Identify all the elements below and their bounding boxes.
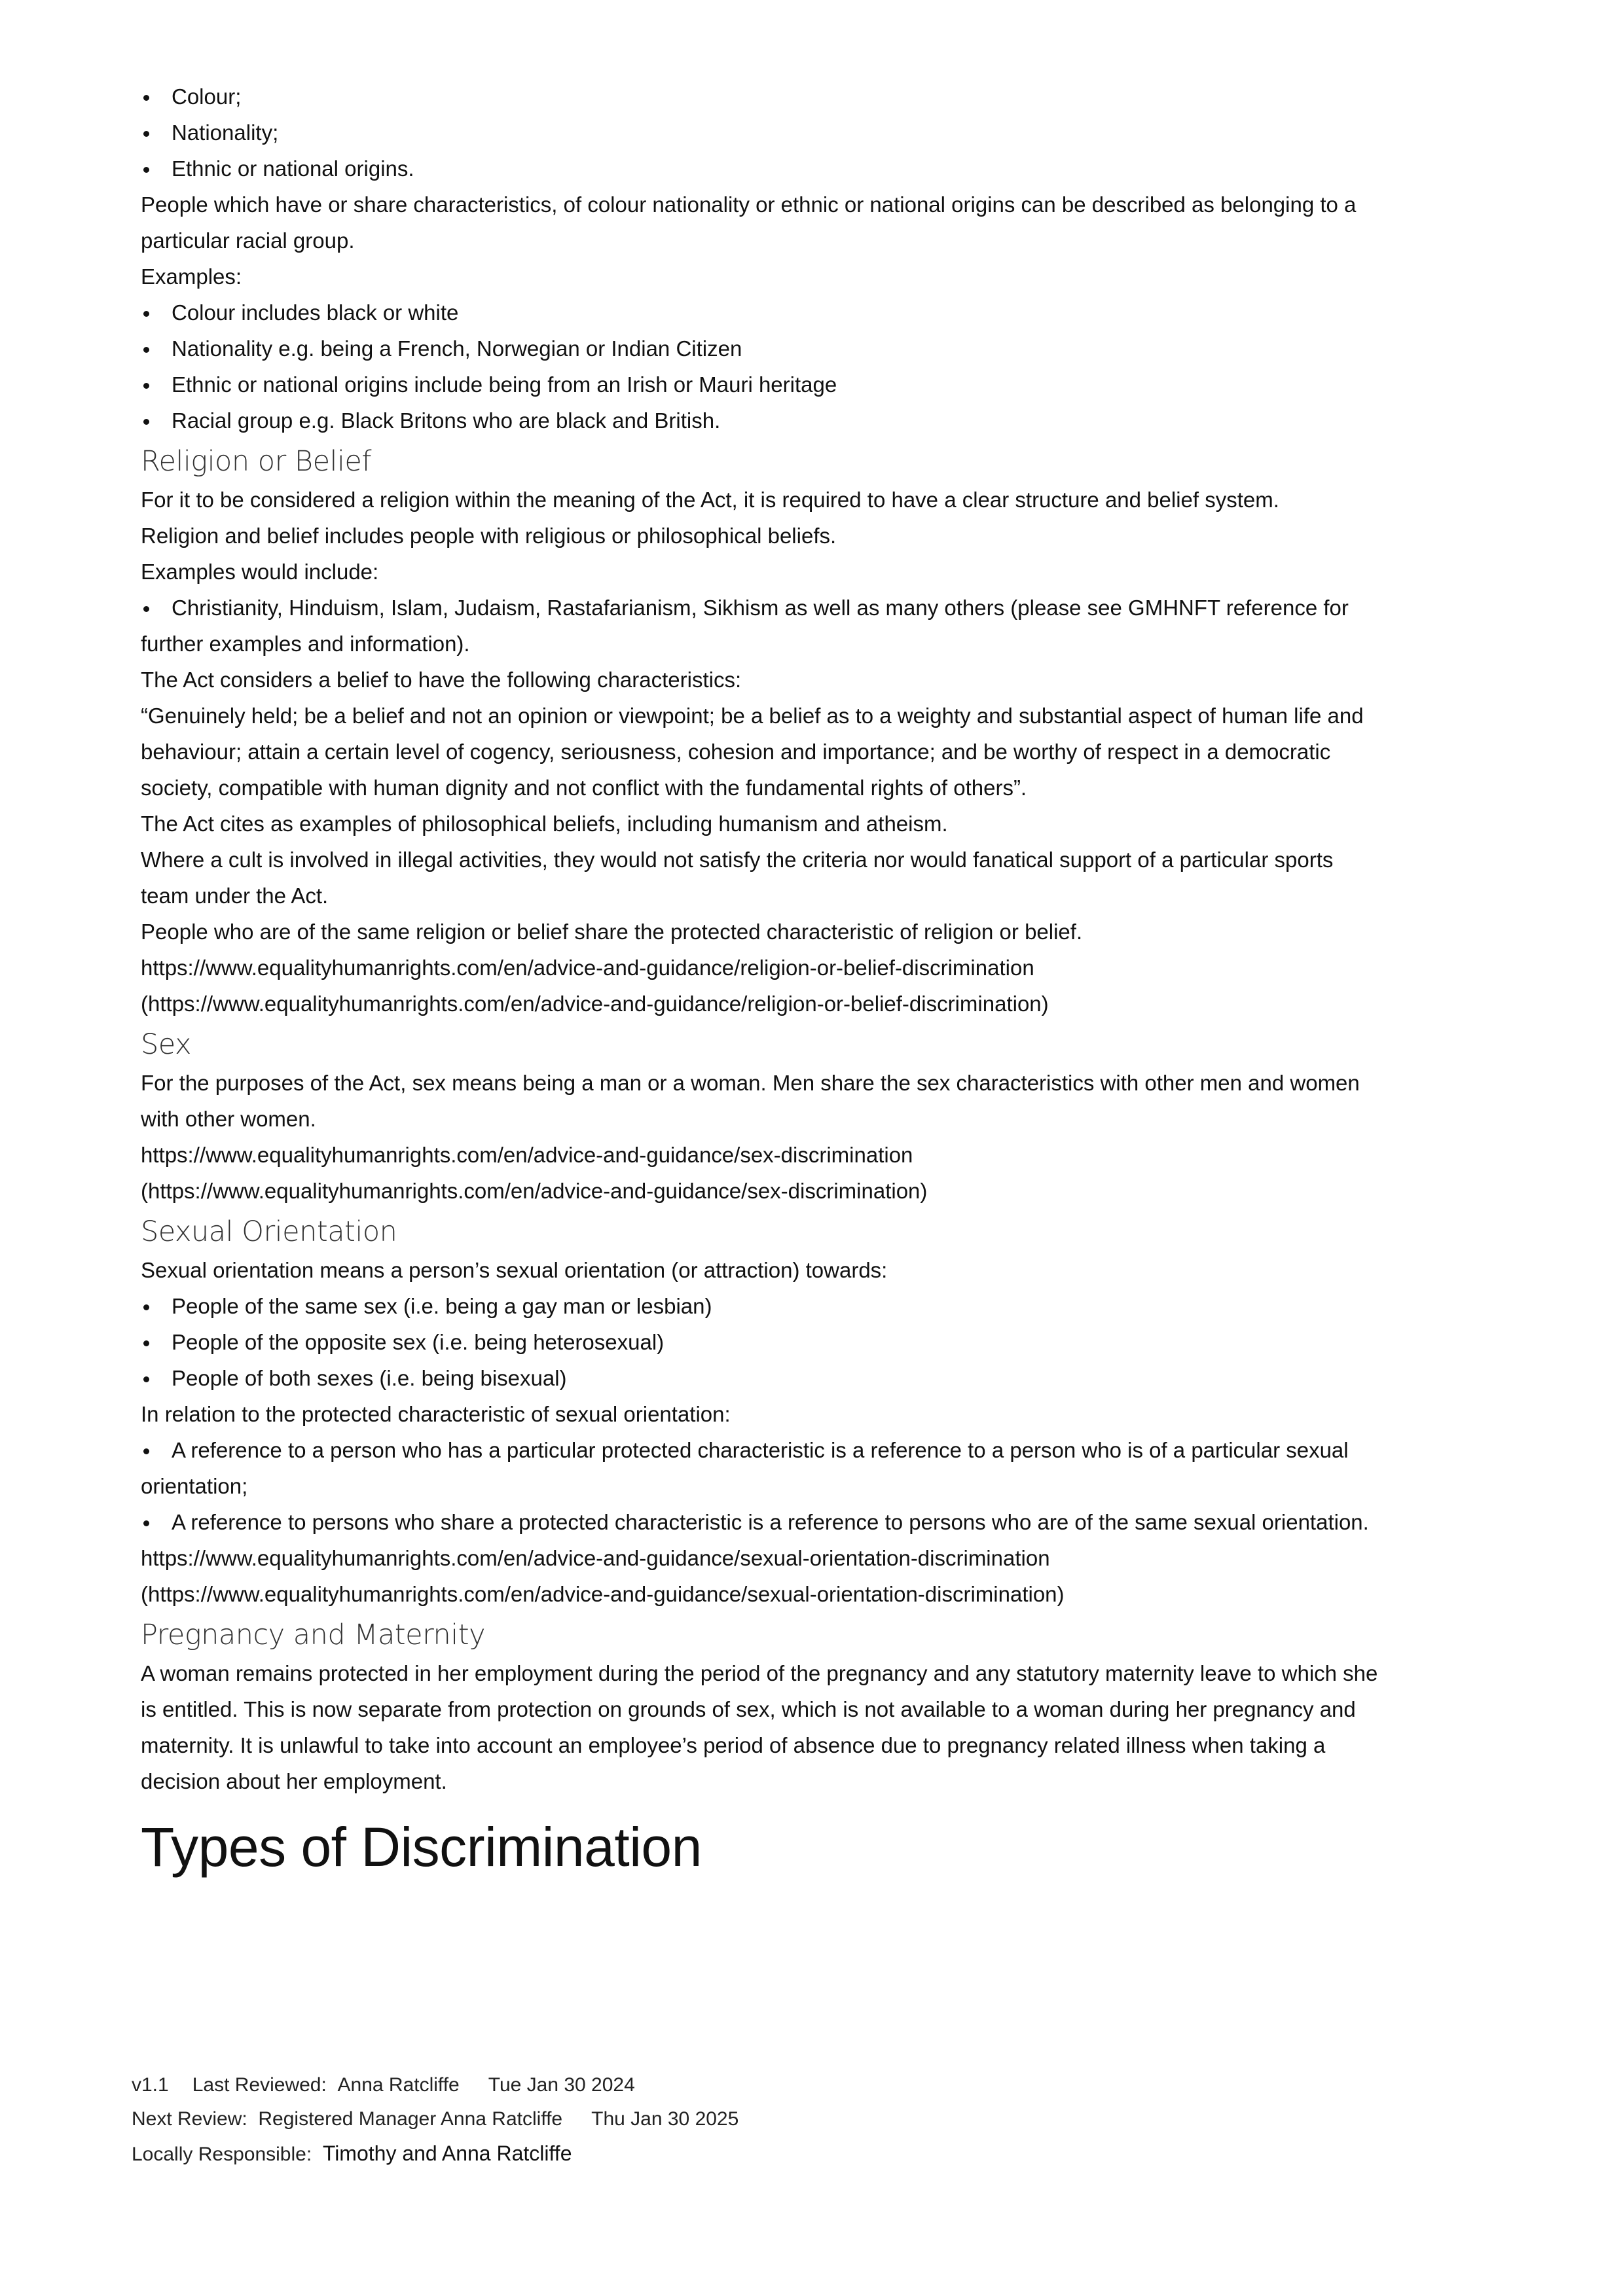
religion-link-paren[interactable]: (https://www.equalityhumanrights.com/en/advice-and-guidance/religion-or-belief-discrimination)	[141, 992, 1049, 1016]
list-item: Nationality;	[141, 115, 1378, 151]
religion-examples-label: Examples would include:	[141, 560, 379, 584]
religion-paragraph: Religion and belief includes people with religious or philosophical beliefs.	[141, 524, 837, 548]
list-item: Ethnic or national origins include being from an Irish or Mauri heritage	[141, 367, 1378, 403]
last-reviewed-by: Anna Ratcliffe	[337, 2074, 460, 2096]
religion-paragraph: For it to be considered a religion within the meaning of the Act, it is required to have a clear structure and belief system.	[141, 488, 1279, 512]
list-item: A reference to a person who has a particular protected characteristic is a reference to a person who is of a particular sexual orientation;	[141, 1432, 1378, 1504]
responsible-value: Timothy and Anna Ratcliffe	[322, 2142, 572, 2165]
footer-row-last-reviewed	[132, 2068, 739, 2102]
heading-sex: Sex	[141, 1028, 191, 1061]
list-item: Colour includes black or white	[141, 295, 1378, 331]
pregnancy-paragraph: A woman remains protected in her employment during the period of the pregnancy and any statutory maternity leave to which she is entitled. This is now separate from protection on grounds of sex, which is not available to a woman during her pregnancy and maternity. It is unlawful to take into account an employee’s period of absence due to pregnancy related illness when taking a decision about her employment.	[141, 1661, 1378, 1793]
next-review-date: Thu Jan 30 2025	[591, 2108, 739, 2130]
list-item: Racial group e.g. Black Britons who are black and British.	[141, 403, 1378, 439]
sex-link[interactable]: https://www.equalityhumanrights.com/en/advice-and-guidance/sex-discrimination	[141, 1143, 913, 1167]
orientation-link-paren[interactable]: (https://www.equalityhumanrights.com/en/advice-and-guidance/sexual-orientation-discrimination)	[141, 1582, 1065, 1606]
next-review-label: Next Review:	[132, 2108, 247, 2130]
orientation-paragraph: Sexual orientation means a person’s sexual orientation (or attraction) towards:	[141, 1258, 888, 1282]
heading-pregnancy-and-maternity: Pregnancy and Maternity	[141, 1619, 486, 1651]
racial-group-paragraph: People which have or share characteristics, of colour nationality or ethnic or national origins can be described as belonging to a particular racial group.	[141, 192, 1357, 253]
list-item: Nationality e.g. being a French, Norwegian or Indian Citizen	[141, 331, 1378, 367]
heading-sexual-orientation: Sexual Orientation	[141, 1215, 397, 1248]
sex-link-paren[interactable]: (https://www.equalityhumanrights.com/en/advice-and-guidance/sex-discrimination)	[141, 1179, 928, 1203]
religion-paragraph: The Act cites as examples of philosophical beliefs, including humanism and atheism.	[141, 812, 948, 836]
list-item: Ethnic or national origins.	[141, 151, 1378, 187]
religion-quote: “Genuinely held; be a belief and not an opinion or viewpoint; be a belief as to a weighty and substantial aspect of human life and behaviour; attain a certain level of cogency, seriousness, cohesion and importance; and be worthy of respect in a democratic society, compatible with human dignity and not conflict with the fundamental rights of others”.	[141, 704, 1364, 800]
responsible-label: Locally Responsible:	[132, 2144, 312, 2165]
list-item: People of both sexes (i.e. being bisexual)	[141, 1360, 1378, 1396]
religion-paragraph: The Act considers a belief to have the following characteristics:	[141, 668, 742, 692]
list-item: People of the opposite sex (i.e. being heterosexual)	[141, 1324, 1378, 1360]
sex-paragraph: For the purposes of the Act, sex means being a man or a woman. Men share the sex characteristics with other men and women with other women.	[141, 1071, 1360, 1131]
heading-types-of-discrimination: Types of Discrimination	[141, 1816, 702, 1878]
list-item: Colour;	[141, 79, 1378, 115]
document-body	[141, 79, 1378, 1883]
orientation-paragraph: In relation to the protected characteristic of sexual orientation:	[141, 1402, 731, 1426]
version-label: v1.1	[132, 2074, 169, 2096]
orientation-link[interactable]: https://www.equalityhumanrights.com/en/advice-and-guidance/sexual-orientation-discrimination	[141, 1546, 1050, 1570]
religion-paragraph: Where a cult is involved in illegal activities, they would not satisfy the criteria nor would fanatical support of a particular sports team under the Act.	[141, 848, 1334, 908]
religion-link[interactable]: https://www.equalityhumanrights.com/en/advice-and-guidance/religion-or-belief-discrimination	[141, 956, 1034, 980]
footer-row-responsible	[132, 2136, 739, 2172]
religion-paragraph: People who are of the same religion or belief share the protected characteristic of religion or belief.	[141, 920, 1083, 944]
last-reviewed-date: Tue Jan 30 2024	[488, 2074, 635, 2096]
list-item: A reference to persons who share a protected characteristic is a reference to persons who are of the same sexual orientation.	[141, 1504, 1378, 1540]
next-review-by: Registered Manager Anna Ratcliffe	[258, 2108, 563, 2130]
document-footer	[132, 2068, 739, 2172]
footer-row-next-review	[132, 2102, 739, 2136]
last-reviewed-label: Last Reviewed:	[192, 2074, 327, 2096]
list-item: Christianity, Hinduism, Islam, Judaism, Rastafarianism, Sikhism as well as many others (please see GMHNFT reference for further examples and information).	[141, 590, 1378, 662]
list-item: People of the same sex (i.e. being a gay man or lesbian)	[141, 1288, 1378, 1324]
examples-label: Examples:	[141, 264, 242, 289]
heading-religion-or-belief: Religion or Belief	[141, 445, 372, 478]
